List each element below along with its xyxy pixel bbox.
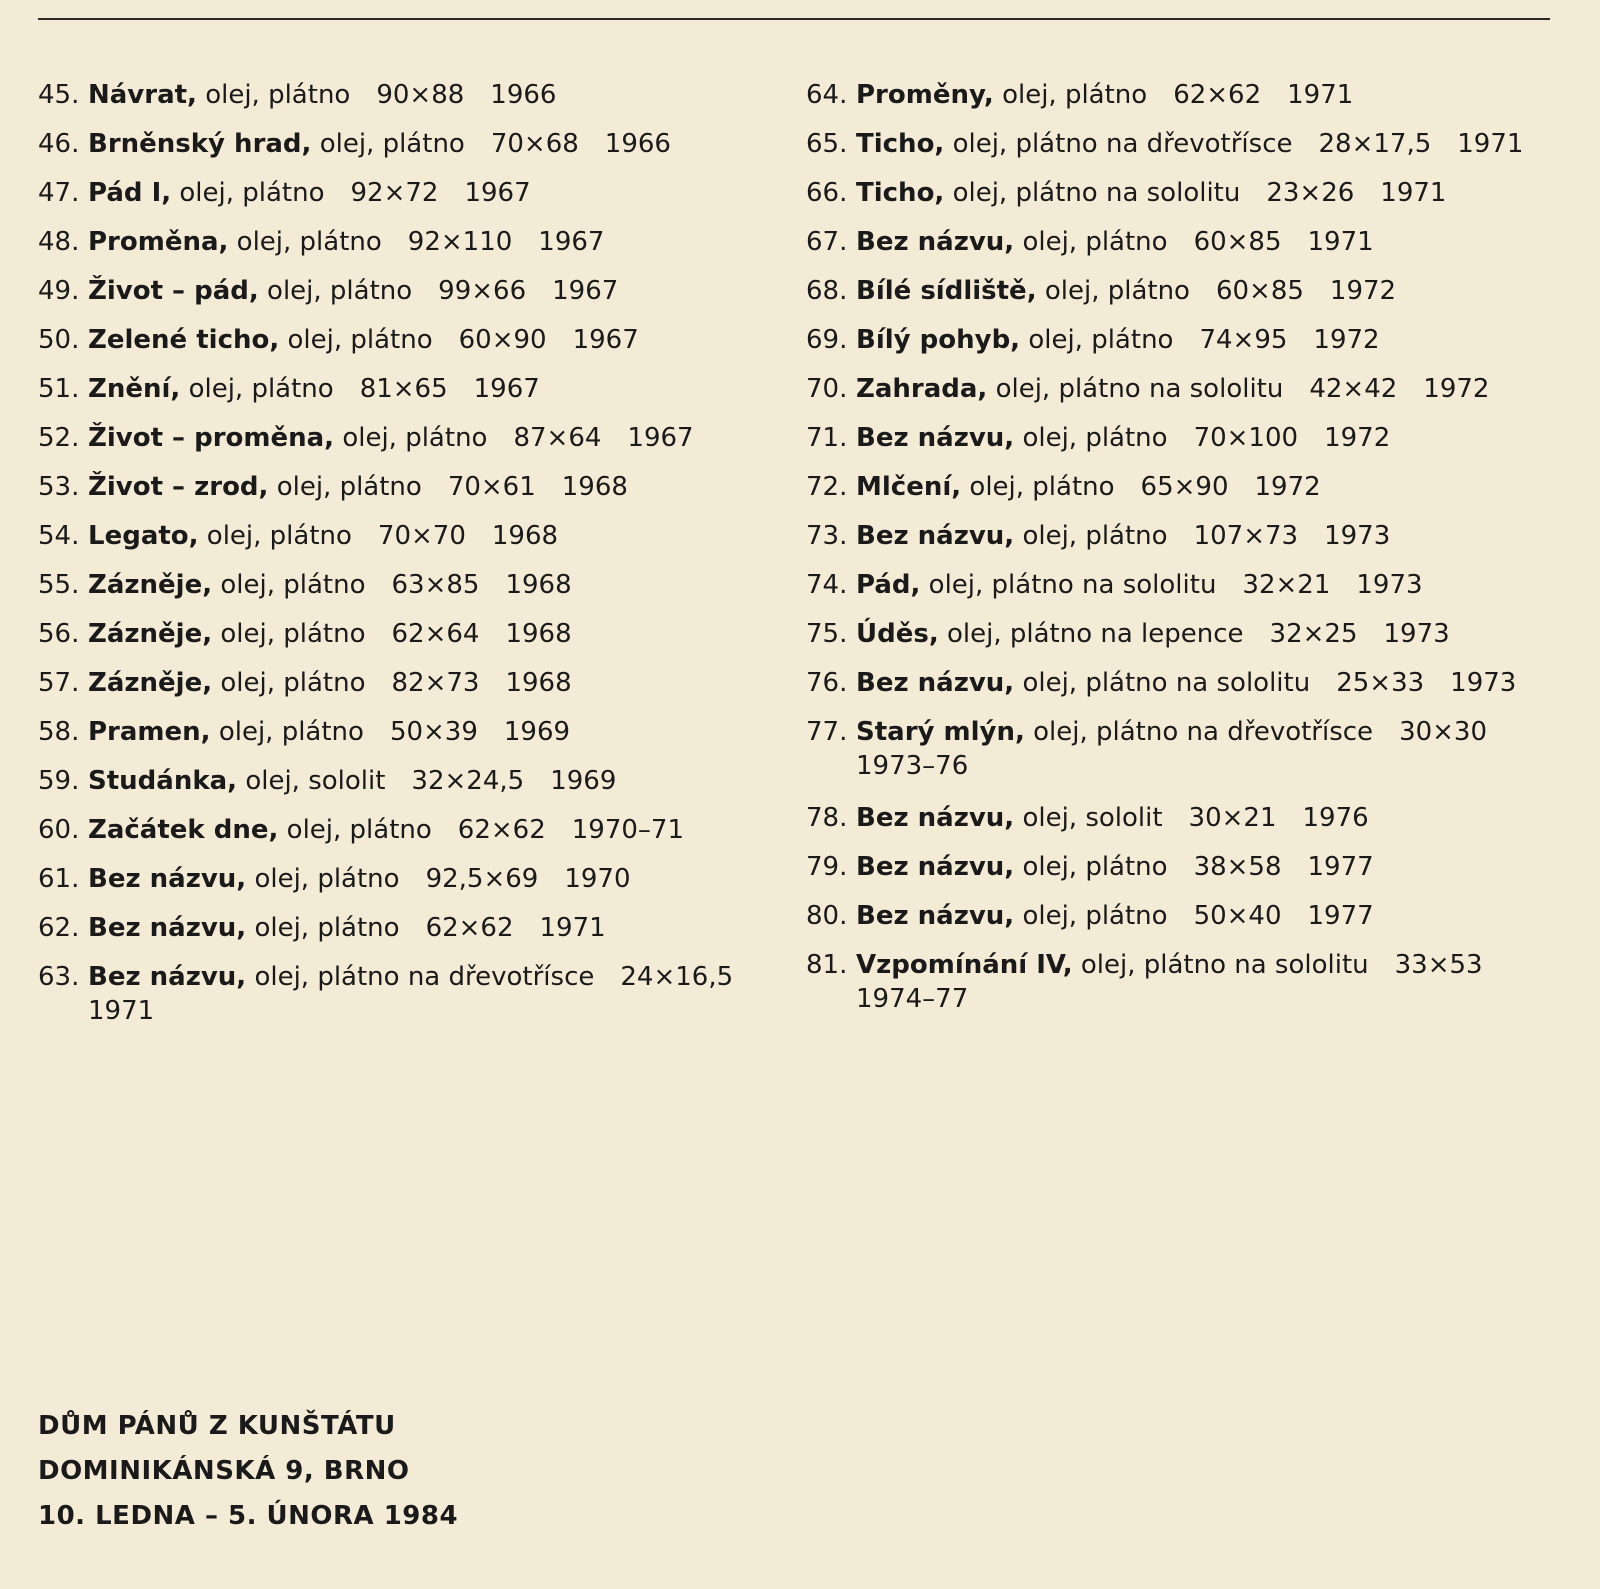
artwork-year: 1966 xyxy=(604,129,671,159)
artwork-title: Starý mlýn, xyxy=(856,717,1025,747)
entry-number: 45. xyxy=(38,80,80,110)
artwork-year: 1969 xyxy=(503,717,571,747)
artwork-dimensions: 92×110 xyxy=(407,227,513,257)
catalogue-entry xyxy=(806,899,1566,933)
catalogue-entry xyxy=(806,715,1566,783)
artwork-dimensions: 90×88 xyxy=(376,80,465,110)
artwork-medium: olej, plátno xyxy=(969,472,1115,502)
catalogue-entry xyxy=(38,911,768,945)
artwork-medium: olej, plátno na sololitu xyxy=(1022,668,1311,698)
artwork-year: 1972 xyxy=(1313,325,1380,355)
entry-number: 61. xyxy=(38,864,80,894)
artwork-dimensions: 62×62 xyxy=(425,913,514,943)
artwork-dimensions: 62×64 xyxy=(391,619,480,649)
artwork-dimensions: 82×73 xyxy=(391,668,480,698)
artwork-title: Bílé sídliště, xyxy=(856,276,1037,306)
entry-text xyxy=(88,960,768,1028)
artwork-dimensions: 32×21 xyxy=(1242,570,1331,600)
catalogue-entry xyxy=(806,617,1566,651)
entry-text xyxy=(88,421,768,455)
artwork-dimensions: 74×95 xyxy=(1199,325,1288,355)
artwork-title: Zázněje, xyxy=(88,619,213,649)
entry-text xyxy=(88,519,768,553)
catalogue-entry xyxy=(806,850,1566,884)
artwork-medium: olej, plátno xyxy=(1002,80,1148,110)
entry-text xyxy=(856,127,1566,161)
artwork-year: 1973 xyxy=(1450,668,1517,698)
entry-text xyxy=(856,421,1566,455)
artwork-medium: olej, plátno xyxy=(206,521,352,551)
entry-number: 56. xyxy=(38,619,80,649)
artwork-year: 1973 xyxy=(1356,570,1423,600)
entry-text xyxy=(88,911,768,945)
artwork-year: 1971 xyxy=(1380,178,1447,208)
entry-number: 58. xyxy=(38,717,80,747)
artwork-medium: olej, plátno xyxy=(254,864,400,894)
artwork-medium: olej, plátno na sololitu xyxy=(928,570,1217,600)
artwork-year: 1977 xyxy=(1307,901,1374,931)
artwork-dimensions: 62×62 xyxy=(457,815,546,845)
entry-text xyxy=(88,666,768,700)
catalogue-entry xyxy=(38,519,768,553)
catalogue-entry xyxy=(38,323,768,357)
artwork-medium: olej, plátno xyxy=(179,178,325,208)
artwork-dimensions: 24×16,5 xyxy=(620,962,734,992)
artwork-medium: olej, plátno xyxy=(1044,276,1190,306)
catalogue-entry xyxy=(38,470,768,504)
artwork-year: 1972 xyxy=(1329,276,1397,306)
artwork-medium: olej, plátno xyxy=(220,619,366,649)
artwork-dimensions: 42×42 xyxy=(1309,374,1398,404)
entry-text xyxy=(856,801,1566,835)
entry-text xyxy=(856,666,1566,700)
artwork-title: Brněnský hrad, xyxy=(88,129,312,159)
artwork-medium: olej, plátno xyxy=(1022,521,1168,551)
catalogue-entry xyxy=(806,372,1566,406)
entry-number: 70. xyxy=(806,374,848,404)
entry-text xyxy=(856,568,1566,602)
artwork-year: 1969 xyxy=(550,766,617,796)
artwork-year: 1968 xyxy=(505,668,572,698)
artwork-dimensions: 32×25 xyxy=(1269,619,1358,649)
entry-number: 69. xyxy=(806,325,848,355)
artwork-medium: olej, plátno na lepence xyxy=(946,619,1244,649)
catalogue-entry xyxy=(806,519,1566,553)
artwork-dimensions: 60×85 xyxy=(1215,276,1304,306)
artwork-title: Pád I, xyxy=(88,178,172,208)
artwork-dimensions: 33×53 xyxy=(1394,950,1483,980)
artwork-title: Život – pád, xyxy=(88,276,259,306)
venue-address: DOMINIKÁNSKÁ 9, BRNO xyxy=(38,1456,410,1486)
entry-text xyxy=(856,78,1566,112)
entry-text xyxy=(88,225,768,259)
artwork-year: 1973 xyxy=(1383,619,1450,649)
artwork-dimensions: 23×26 xyxy=(1266,178,1355,208)
artwork-medium: olej, plátno na dřevotřísce xyxy=(254,962,595,992)
artwork-year: 1968 xyxy=(491,521,559,551)
entry-text xyxy=(88,323,768,357)
artwork-year: 1967 xyxy=(473,374,540,404)
artwork-dimensions: 65×90 xyxy=(1140,472,1229,502)
artwork-title: Studánka, xyxy=(88,766,238,796)
artwork-year: 1971 xyxy=(1307,227,1374,257)
entry-text xyxy=(88,617,768,651)
entry-text xyxy=(88,764,768,798)
artwork-year: 1971 xyxy=(88,996,155,1026)
entry-number: 53. xyxy=(38,472,80,502)
entry-text xyxy=(856,470,1566,504)
entry-number: 59. xyxy=(38,766,80,796)
artwork-year: 1967 xyxy=(572,325,639,355)
entry-number: 46. xyxy=(38,129,80,159)
entry-text xyxy=(88,813,768,847)
artwork-year: 1977 xyxy=(1307,852,1374,882)
artwork-medium: olej, plátno xyxy=(287,325,433,355)
entry-text xyxy=(88,372,768,406)
catalogue-column-left xyxy=(38,78,768,1046)
artwork-year: 1967 xyxy=(627,423,694,453)
artwork-title: Vzpomínání IV, xyxy=(856,950,1073,980)
artwork-dimensions: 87×64 xyxy=(513,423,602,453)
artwork-medium: olej, plátno xyxy=(1022,423,1168,453)
entry-number: 47. xyxy=(38,178,80,208)
artwork-dimensions: 70×100 xyxy=(1193,423,1299,453)
artwork-year: 1973–76 xyxy=(856,751,969,781)
catalogue-entry xyxy=(806,801,1566,835)
entry-text xyxy=(856,519,1566,553)
catalogue-entry xyxy=(38,274,768,308)
entry-text xyxy=(88,78,768,112)
artwork-medium: olej, sololit xyxy=(1022,803,1163,833)
entry-number: 64. xyxy=(806,80,848,110)
artwork-medium: olej, plátno na sololitu xyxy=(995,374,1284,404)
catalogue-entry xyxy=(806,274,1566,308)
catalogue-entry xyxy=(806,421,1566,455)
artwork-medium: olej, plátno xyxy=(342,423,488,453)
catalogue-entry xyxy=(806,225,1566,259)
artwork-medium: olej, plátno xyxy=(1028,325,1174,355)
artwork-year: 1968 xyxy=(561,472,628,502)
catalogue-entry xyxy=(38,764,768,798)
artwork-dimensions: 28×17,5 xyxy=(1318,129,1432,159)
catalogue-entry xyxy=(38,715,768,749)
artwork-title: Bez názvu, xyxy=(856,803,1015,833)
artwork-title: Život – proměna, xyxy=(88,423,335,453)
artwork-dimensions: 107×73 xyxy=(1193,521,1299,551)
catalogue-entry xyxy=(38,421,768,455)
artwork-medium: olej, sololit xyxy=(245,766,386,796)
artwork-title: Úděs, xyxy=(856,619,939,649)
artwork-title: Mlčení, xyxy=(856,472,962,502)
entry-number: 57. xyxy=(38,668,80,698)
entry-number: 48. xyxy=(38,227,80,257)
catalogue-entry xyxy=(38,666,768,700)
artwork-title: Bez názvu, xyxy=(856,521,1015,551)
artwork-title: Zelené ticho, xyxy=(88,325,280,355)
entry-number: 77. xyxy=(806,717,848,747)
entry-number: 80. xyxy=(806,901,848,931)
entry-text xyxy=(88,862,768,896)
artwork-year: 1972 xyxy=(1324,423,1391,453)
artwork-medium: olej, plátno xyxy=(276,472,422,502)
artwork-medium: olej, plátno xyxy=(220,668,366,698)
artwork-year: 1967 xyxy=(464,178,531,208)
entry-text xyxy=(856,274,1566,308)
catalogue-entry xyxy=(806,470,1566,504)
artwork-dimensions: 50×39 xyxy=(389,717,478,747)
artwork-dimensions: 38×58 xyxy=(1193,852,1282,882)
artwork-medium: olej, plátno xyxy=(220,570,366,600)
artwork-title: Návrat, xyxy=(88,80,197,110)
catalogue-entry xyxy=(806,78,1566,112)
entry-number: 55. xyxy=(38,570,80,600)
entry-number: 60. xyxy=(38,815,80,845)
artwork-dimensions: 63×85 xyxy=(391,570,480,600)
catalogue-entry xyxy=(806,127,1566,161)
artwork-medium: olej, plátno xyxy=(1022,227,1168,257)
artwork-medium: olej, plátno na dřevotřísce xyxy=(1033,717,1374,747)
entry-text xyxy=(856,715,1566,783)
catalogue-entry xyxy=(38,813,768,847)
entry-number: 50. xyxy=(38,325,80,355)
artwork-title: Zázněje, xyxy=(88,668,213,698)
top-rule xyxy=(38,18,1550,20)
catalogue-entry xyxy=(806,568,1566,602)
entry-text xyxy=(88,127,768,161)
artwork-medium: olej, plátno xyxy=(319,129,465,159)
entry-text xyxy=(856,948,1566,1016)
entry-number: 67. xyxy=(806,227,848,257)
artwork-title: Bez názvu, xyxy=(856,227,1015,257)
artwork-title: Zahrada, xyxy=(856,374,988,404)
entry-number: 75. xyxy=(806,619,848,649)
artwork-medium: olej, plátno xyxy=(205,80,351,110)
artwork-medium: olej, plátno xyxy=(1022,901,1168,931)
catalogue-entry xyxy=(806,948,1566,1016)
entry-number: 73. xyxy=(806,521,848,551)
catalogue-entry xyxy=(38,862,768,896)
artwork-year: 1967 xyxy=(538,227,605,257)
entry-text xyxy=(88,176,768,210)
artwork-title: Proměna, xyxy=(88,227,229,257)
artwork-dimensions: 92×72 xyxy=(350,178,439,208)
entry-number: 54. xyxy=(38,521,80,551)
entry-number: 72. xyxy=(806,472,848,502)
artwork-title: Pramen, xyxy=(88,717,211,747)
catalogue-entry xyxy=(806,666,1566,700)
artwork-medium: olej, plátno xyxy=(218,717,364,747)
artwork-dimensions: 81×65 xyxy=(359,374,448,404)
entry-text xyxy=(88,715,768,749)
entry-number: 76. xyxy=(806,668,848,698)
artwork-title: Znění, xyxy=(88,374,181,404)
artwork-title: Bez názvu, xyxy=(88,913,247,943)
artwork-title: Začátek dne, xyxy=(88,815,279,845)
artwork-title: Pád, xyxy=(856,570,921,600)
entry-number: 71. xyxy=(806,423,848,453)
artwork-year: 1966 xyxy=(490,80,557,110)
artwork-medium: olej, plátno na sololitu xyxy=(952,178,1241,208)
catalogue-entry xyxy=(806,176,1566,210)
entry-text xyxy=(856,176,1566,210)
entry-text xyxy=(856,372,1566,406)
artwork-year: 1976 xyxy=(1302,803,1369,833)
artwork-year: 1968 xyxy=(505,619,572,649)
catalogue-entry xyxy=(38,225,768,259)
catalogue-entry xyxy=(38,568,768,602)
artwork-title: Ticho, xyxy=(856,178,945,208)
artwork-dimensions: 60×85 xyxy=(1193,227,1282,257)
entry-text xyxy=(88,470,768,504)
artwork-title: Bez názvu, xyxy=(856,668,1015,698)
catalogue-entry xyxy=(38,960,768,1028)
artwork-dimensions: 70×68 xyxy=(490,129,579,159)
catalogue-entry xyxy=(38,78,768,112)
entry-number: 51. xyxy=(38,374,80,404)
exhibition-dates: 10. LEDNA – 5. ÚNORA 1984 xyxy=(38,1501,459,1531)
catalogue-entry xyxy=(38,372,768,406)
artwork-dimensions: 50×40 xyxy=(1193,901,1282,931)
entry-number: 81. xyxy=(806,950,848,980)
entry-number: 79. xyxy=(806,852,848,882)
artwork-year: 1972 xyxy=(1423,374,1490,404)
entry-number: 62. xyxy=(38,913,80,943)
artwork-medium: olej, plátno xyxy=(254,913,400,943)
artwork-title: Zázněje, xyxy=(88,570,213,600)
artwork-year: 1967 xyxy=(552,276,619,306)
artwork-dimensions: 99×66 xyxy=(438,276,527,306)
artwork-year: 1970 xyxy=(564,864,631,894)
entry-text xyxy=(88,568,768,602)
artwork-dimensions: 32×24,5 xyxy=(411,766,525,796)
artwork-dimensions: 25×33 xyxy=(1336,668,1425,698)
entry-text xyxy=(856,617,1566,651)
entry-number: 68. xyxy=(806,276,848,306)
exhibition-venue xyxy=(38,1404,458,1539)
entry-number: 65. xyxy=(806,129,848,159)
artwork-title: Bílý pohyb, xyxy=(856,325,1021,355)
artwork-title: Život – zrod, xyxy=(88,472,269,502)
artwork-medium: olej, plátno xyxy=(267,276,413,306)
artwork-medium: olej, plátno na sololitu xyxy=(1080,950,1369,980)
entry-number: 63. xyxy=(38,962,80,992)
artwork-dimensions: 70×70 xyxy=(377,521,466,551)
artwork-dimensions: 62×62 xyxy=(1173,80,1262,110)
artwork-dimensions: 30×30 xyxy=(1399,717,1488,747)
catalogue-entry xyxy=(806,323,1566,357)
artwork-year: 1971 xyxy=(1287,80,1354,110)
catalogue-entry xyxy=(38,617,768,651)
entry-text xyxy=(856,899,1566,933)
artwork-year: 1971 xyxy=(1457,129,1524,159)
artwork-year: 1971 xyxy=(539,913,606,943)
artwork-title: Bez názvu, xyxy=(856,852,1015,882)
catalogue-entry xyxy=(38,176,768,210)
artwork-medium: olej, plátno xyxy=(286,815,432,845)
artwork-year: 1968 xyxy=(505,570,572,600)
entry-number: 49. xyxy=(38,276,80,306)
artwork-dimensions: 60×90 xyxy=(458,325,547,355)
catalogue-column-right xyxy=(806,78,1566,1034)
artwork-title: Ticho, xyxy=(856,129,945,159)
artwork-title: Bez názvu, xyxy=(88,864,247,894)
catalogue-entry xyxy=(38,127,768,161)
entry-text xyxy=(856,225,1566,259)
entry-number: 66. xyxy=(806,178,848,208)
artwork-title: Bez názvu, xyxy=(88,962,247,992)
artwork-title: Bez názvu, xyxy=(856,423,1015,453)
artwork-title: Legato, xyxy=(88,521,199,551)
entry-number: 74. xyxy=(806,570,848,600)
artwork-year: 1973 xyxy=(1324,521,1391,551)
entry-number: 78. xyxy=(806,803,848,833)
venue-name: DŮM PÁNŮ Z KUNŠTÁTU xyxy=(38,1411,396,1441)
artwork-year: 1974–77 xyxy=(856,984,969,1014)
entry-text xyxy=(856,323,1566,357)
artwork-dimensions: 92,5×69 xyxy=(425,864,539,894)
artwork-medium: olej, plátno xyxy=(1022,852,1168,882)
entry-text xyxy=(88,274,768,308)
entry-number: 52. xyxy=(38,423,80,453)
entry-text xyxy=(856,850,1566,884)
artwork-medium: olej, plátno na dřevotřísce xyxy=(952,129,1293,159)
artwork-dimensions: 30×21 xyxy=(1188,803,1277,833)
artwork-dimensions: 70×61 xyxy=(447,472,536,502)
artwork-medium: olej, plátno xyxy=(236,227,382,257)
artwork-year: 1970–71 xyxy=(571,815,685,845)
artwork-year: 1972 xyxy=(1254,472,1321,502)
artwork-title: Proměny, xyxy=(856,80,994,110)
artwork-title: Bez názvu, xyxy=(856,901,1015,931)
artwork-medium: olej, plátno xyxy=(188,374,334,404)
